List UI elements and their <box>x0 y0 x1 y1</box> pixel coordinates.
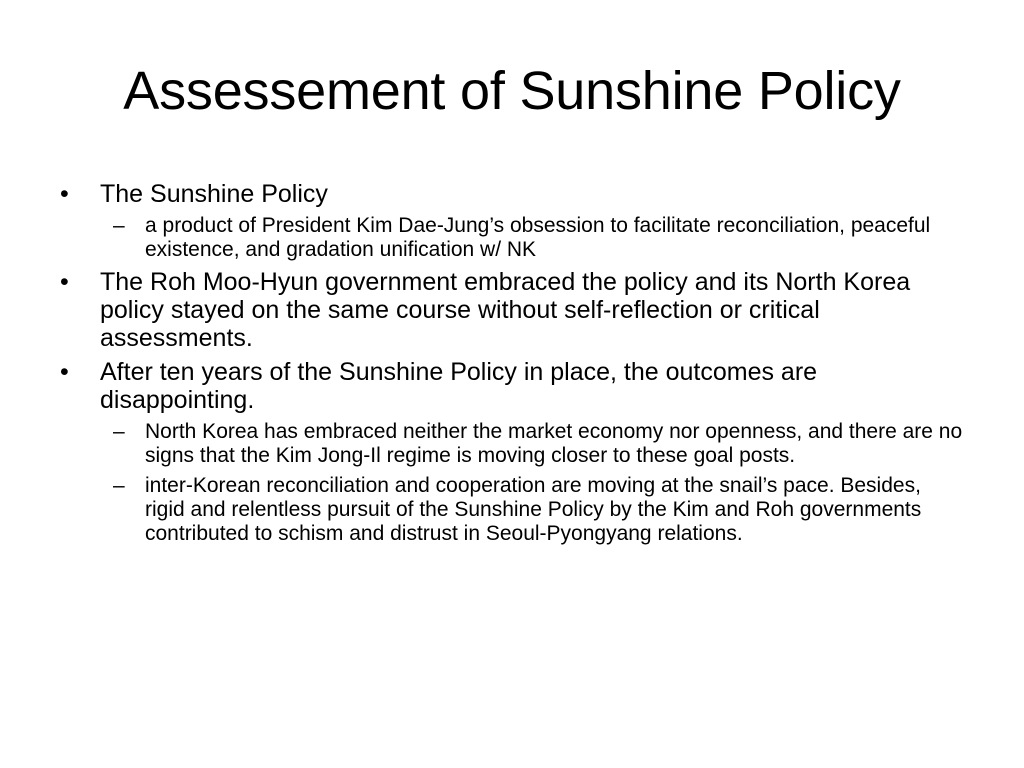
sub-bullet-text: a product of President Kim Dae-Jung’s obsession to facilitate reconciliation, peaceful existence, and gradation unification w/ NK <box>145 214 931 261</box>
bullet-item <box>55 358 965 414</box>
bullet-marker: • <box>60 268 69 296</box>
sub-bullet-item <box>55 420 965 468</box>
sub-bullet-marker: – <box>113 214 125 237</box>
sub-bullet-item <box>55 214 965 262</box>
sub-bullet-marker: – <box>113 474 125 497</box>
sub-bullet-text: inter-Korean reconciliation and cooperation are moving at the snail’s pace. Besides, rigid and relentless pursuit of the Sunshine Policy by the Kim and Roh governments contributed to schism and distrust in Seoul-Pyongyang relations. <box>145 474 922 545</box>
bullet-item <box>55 180 965 208</box>
slide-title: Assessement of Sunshine Policy <box>123 61 901 121</box>
bullet-text: The Sunshine Policy <box>100 180 328 208</box>
sub-bullet-marker: – <box>113 420 125 443</box>
slide-body <box>55 180 965 552</box>
bullet-marker: • <box>60 358 69 386</box>
bullet-marker: • <box>60 180 69 208</box>
bullet-item <box>55 268 965 352</box>
bullet-group-3 <box>55 358 965 546</box>
bullet-text: After ten years of the Sunshine Policy in place, the outcomes are disappointing. <box>100 358 818 414</box>
bullet-group-2 <box>55 268 965 352</box>
bullet-text: The Roh Moo-Hyun government embraced the policy and its North Korea policy stayed on the same course without self-reflection or critical assessments. <box>100 268 911 352</box>
sub-bullet-text: North Korea has embraced neither the market economy nor openness, and there are no signs that the Kim Jong-Il regime is moving closer to these goal posts. <box>145 420 963 467</box>
sub-bullet-item <box>55 474 965 546</box>
bullet-group-1 <box>55 180 965 262</box>
